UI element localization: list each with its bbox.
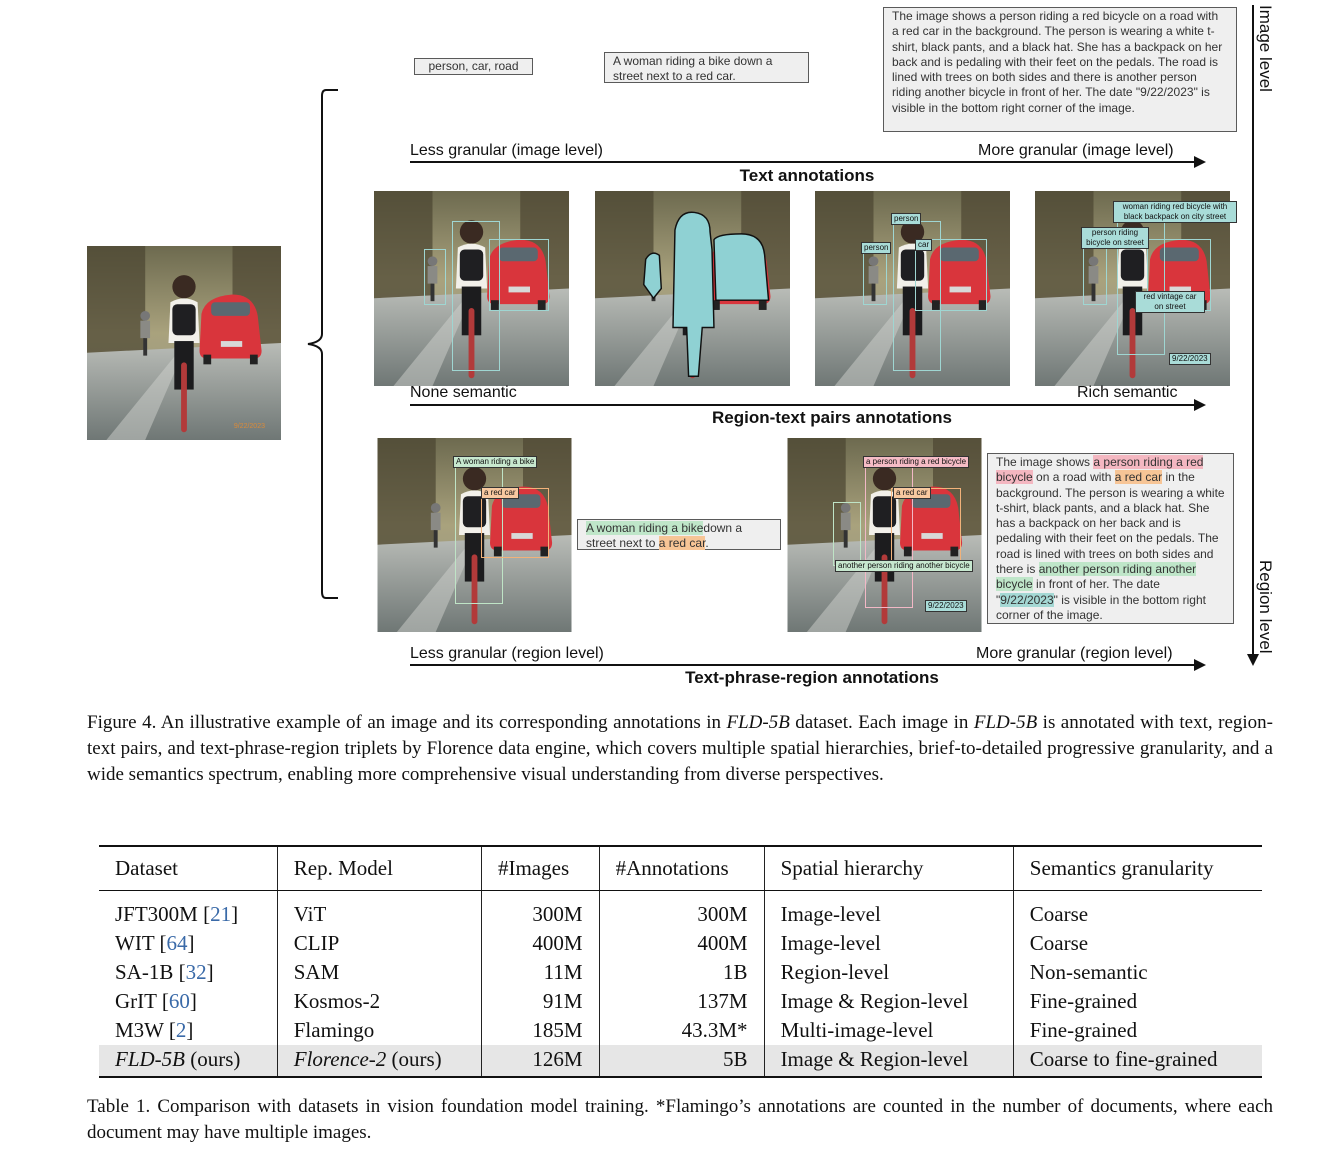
dataset-name: M3W <box>115 1018 164 1042</box>
comparison-table <box>99 847 1262 1078</box>
cell-annotations: 400M <box>599 929 764 958</box>
cell-spatial: Region-level <box>764 958 1013 987</box>
phrase-long-5: in the background. The person is wearing a white t-shirt, black pants, and a black hat. She has a backpack on her back and is pedaling with their feet on the pedals. The road is lined with trees on both sides and there is <box>996 470 1225 577</box>
phrase-long-8: 9/22/2023 <box>1000 592 1054 607</box>
tags-annotation <box>414 58 533 75</box>
cell-semantics: Fine-grained <box>1029 1018 1138 1042</box>
fig-caption-dataset-1: FLD-5B <box>726 712 790 733</box>
phrase-short-2: down a street next to <box>586 521 743 550</box>
phrase-long-7: in front of her. The date " <box>996 577 1160 607</box>
cell-model: CLIP <box>277 929 481 958</box>
label-car-rich-text: red vintage car on street <box>1143 292 1197 311</box>
cell-spatial: Image-level <box>764 891 1013 930</box>
region-image-masks <box>595 191 790 386</box>
table-row <box>99 958 1262 987</box>
phrase-long-6: another person riding another bicycle <box>996 562 1197 592</box>
table-row <box>99 987 1262 1016</box>
detailed-caption-text: The image shows a person riding a red bicycle on a road with a red car in the background. The person is wearing a white t-shirt, black pants, and a black hat. She has a backpack on her back and is pedaling with their feet on the pedals. The road is lined with trees on both sides and there is another person riding another bicycle in front of her. The date "9/22/2023" is visible in the bottom right corner of the image. <box>892 9 1223 115</box>
cell-spatial: Image & Region-level <box>764 1045 1013 1077</box>
dataset-suffix: (ours) <box>185 1047 241 1071</box>
phrase-axis-arrow <box>410 664 1196 666</box>
cell-annotations: 1B <box>599 958 764 987</box>
text-axis-left-label: Less granular (image level) <box>410 142 603 159</box>
header-dataset: Dataset <box>99 847 277 891</box>
dataset-name: WIT <box>115 931 155 955</box>
bbox-person-far <box>863 249 887 305</box>
bbox-another-long <box>833 502 861 566</box>
phrase-region-title: Text-phrase-region annotations <box>685 668 939 687</box>
cell-spatial: Multi-image-level <box>764 1016 1013 1045</box>
label-car-long: a red car <box>893 487 931 499</box>
header-images: #Images <box>481 847 599 891</box>
phrase-axis-left-label: Less granular (region level) <box>410 645 604 662</box>
phrase-long-4: a red car <box>1114 470 1163 485</box>
citation-link[interactable]: 21 <box>210 902 232 926</box>
vertical-axis-line <box>1252 5 1254 655</box>
cell-model <box>277 1045 481 1077</box>
table-header-row <box>99 847 1262 891</box>
source-image <box>87 246 281 440</box>
header-semantics: Semantics granularity <box>1013 847 1262 891</box>
cell-annotations: 137M <box>599 987 764 1016</box>
cell-model: ViT <box>277 891 481 930</box>
region-image-boxes <box>374 191 569 386</box>
detailed-caption-annotation <box>883 7 1237 132</box>
label-person-1: person <box>891 213 921 225</box>
cell-model: Kosmos-2 <box>277 987 481 1016</box>
header-model: Rep. Model <box>277 847 481 891</box>
table-row <box>99 929 1262 958</box>
label-car-rich <box>1135 291 1205 313</box>
label-another-long: another person riding another bicycle <box>835 560 973 572</box>
label-car-phrase: a red car <box>481 487 519 499</box>
short-caption-text: A woman riding a bike down a street next to a red car. <box>613 54 773 83</box>
citation-link[interactable]: 2 <box>175 1018 187 1042</box>
citation-link[interactable]: 32 <box>185 960 207 984</box>
region-axis-left-label: None semantic <box>410 384 517 401</box>
text-annotations-title: Text annotations <box>739 166 875 185</box>
cell-semantics: Coarse to fine-grained <box>1013 1045 1262 1077</box>
bbox-car <box>489 239 549 311</box>
phrase-short-1: A woman riding a bike <box>586 521 704 535</box>
vertical-top-label: Image level <box>1256 5 1275 92</box>
model-name: Florence-2 <box>293 1047 387 1071</box>
cell-dataset: JFT300M [21] <box>99 891 277 930</box>
dataset-name: GrIT <box>115 989 157 1013</box>
phrase-image-short <box>377 438 572 632</box>
short-caption-annotation <box>604 52 809 83</box>
cell-annotations: 5B <box>599 1045 764 1077</box>
phrase-long-2: a person riding a red bicycle <box>996 455 1204 485</box>
label-woman-phrase: A woman riding a bike <box>453 456 537 468</box>
header-spatial: Spatial hierarchy <box>764 847 1013 891</box>
dataset-name: JFT300M <box>115 902 198 926</box>
cell-images: 91M <box>481 987 599 1016</box>
table-row <box>99 891 1262 930</box>
phrase-short-caption <box>577 519 781 550</box>
region-axis-arrow-head <box>1194 399 1206 411</box>
cell-semantics: Fine-grained <box>1029 989 1138 1013</box>
cell-images: 126M <box>481 1045 599 1077</box>
dataset-name: FLD-5B <box>115 1047 185 1071</box>
region-image-simple-labels <box>815 191 1010 386</box>
phrase-long-9: " is visible in the bottom right corner of the image. <box>996 592 1206 622</box>
cell-semantics: Coarse <box>1029 931 1089 955</box>
cell-annotations: 43.3M* <box>599 1016 764 1045</box>
cell-spatial: Image-level <box>764 929 1013 958</box>
cell-semantics: Non-semantic <box>1029 960 1148 984</box>
citation-link[interactable]: 64 <box>166 931 188 955</box>
phrase-short-3: a red car <box>658 536 706 550</box>
phrase-long-3: on a road with <box>1032 470 1115 485</box>
cell-model: SAM <box>277 958 481 987</box>
bbox-far-rider <box>424 249 446 305</box>
label-woman-rich <box>1113 201 1237 223</box>
table-caption: Table 1. Comparison with datasets in vision foundation model training. *Flamingo’s annotations are counted in the number of documents, where each document may have multiple images. <box>87 1096 1273 1143</box>
grouping-brace <box>300 88 344 600</box>
fig-caption-rest: is annotated with text, region-text pairs, and text-phrase-region triplets by Florence data engine, which covers multiple spatial hierarchies, brief-to-detailed progressive granularity, and a wide semantics spectrum, enabling more comprehensive visual understanding from diverse perspectives. <box>87 712 1273 785</box>
label-date-long: 9/22/2023 <box>925 600 967 612</box>
region-text-title: Region-text pairs annotations <box>712 408 952 427</box>
label-woman-rich-text: woman riding red bicycle with black backpack on city street <box>1122 202 1228 221</box>
phrase-long-caption <box>987 453 1234 624</box>
phrase-short-4: . <box>705 536 709 550</box>
dataset-name: SA-1B <box>115 960 174 984</box>
fig-caption-mid: dataset. Each image in <box>789 712 974 733</box>
watermark-date: 9/22/2023 <box>233 423 265 430</box>
label-person-2: person <box>861 242 891 254</box>
header-annotations: #Annotations <box>599 847 764 891</box>
cell-dataset: SA-1B [32] <box>99 958 277 987</box>
phrase-long-1: The image shows <box>996 455 1094 469</box>
label-date-rich: 9/22/2023 <box>1169 353 1211 365</box>
cell-spatial: Image & Region-level <box>764 987 1013 1016</box>
label-person-rich <box>1081 227 1149 249</box>
vertical-bottom-label: Region level <box>1256 560 1275 654</box>
cell-semantics: Coarse <box>1029 902 1089 926</box>
text-axis-right-label: More granular (image level) <box>978 142 1174 159</box>
cell-images: 11M <box>481 958 599 987</box>
label-person-rich-text: person riding bicycle on street <box>1086 228 1144 247</box>
label-car: car <box>915 239 932 251</box>
cell-annotations: 300M <box>599 891 764 930</box>
fig-caption-prefix: Figure 4. An illustrative example of an image and its corresponding annotations in <box>87 712 727 733</box>
cell-images: 400M <box>481 929 599 958</box>
table-row-ours <box>99 1045 1262 1077</box>
text-axis-arrow <box>410 161 1196 163</box>
fig-caption-dataset-2: FLD-5B <box>973 712 1038 733</box>
figure-caption <box>87 710 1273 788</box>
cell-dataset <box>99 1045 277 1077</box>
model-suffix: (ours) <box>386 1047 442 1071</box>
cell-images: 185M <box>481 1016 599 1045</box>
tags-text: person, car, road <box>428 59 519 73</box>
label-person-long: a person riding a red bicycle <box>863 456 969 468</box>
cell-dataset: M3W [2] <box>99 1016 277 1045</box>
cell-dataset: GrIT [60] <box>99 987 277 1016</box>
table-row <box>99 1016 1262 1045</box>
citation-link[interactable]: 60 <box>168 989 190 1013</box>
cell-model: Flamingo <box>277 1016 481 1045</box>
region-axis-right-label: Rich semantic <box>1077 384 1178 401</box>
phrase-axis-arrow-head <box>1194 659 1206 671</box>
phrase-axis-right-label: More granular (region level) <box>976 645 1173 662</box>
phrase-image-long <box>787 438 982 632</box>
cell-images: 300M <box>481 891 599 930</box>
vertical-axis-arrow-head <box>1247 654 1259 666</box>
region-image-rich-labels <box>1035 191 1230 386</box>
text-axis-arrow-head <box>1194 156 1206 168</box>
cell-dataset: WIT [64] <box>99 929 277 958</box>
bbox-car-long <box>891 488 961 562</box>
region-axis-arrow <box>410 404 1196 406</box>
